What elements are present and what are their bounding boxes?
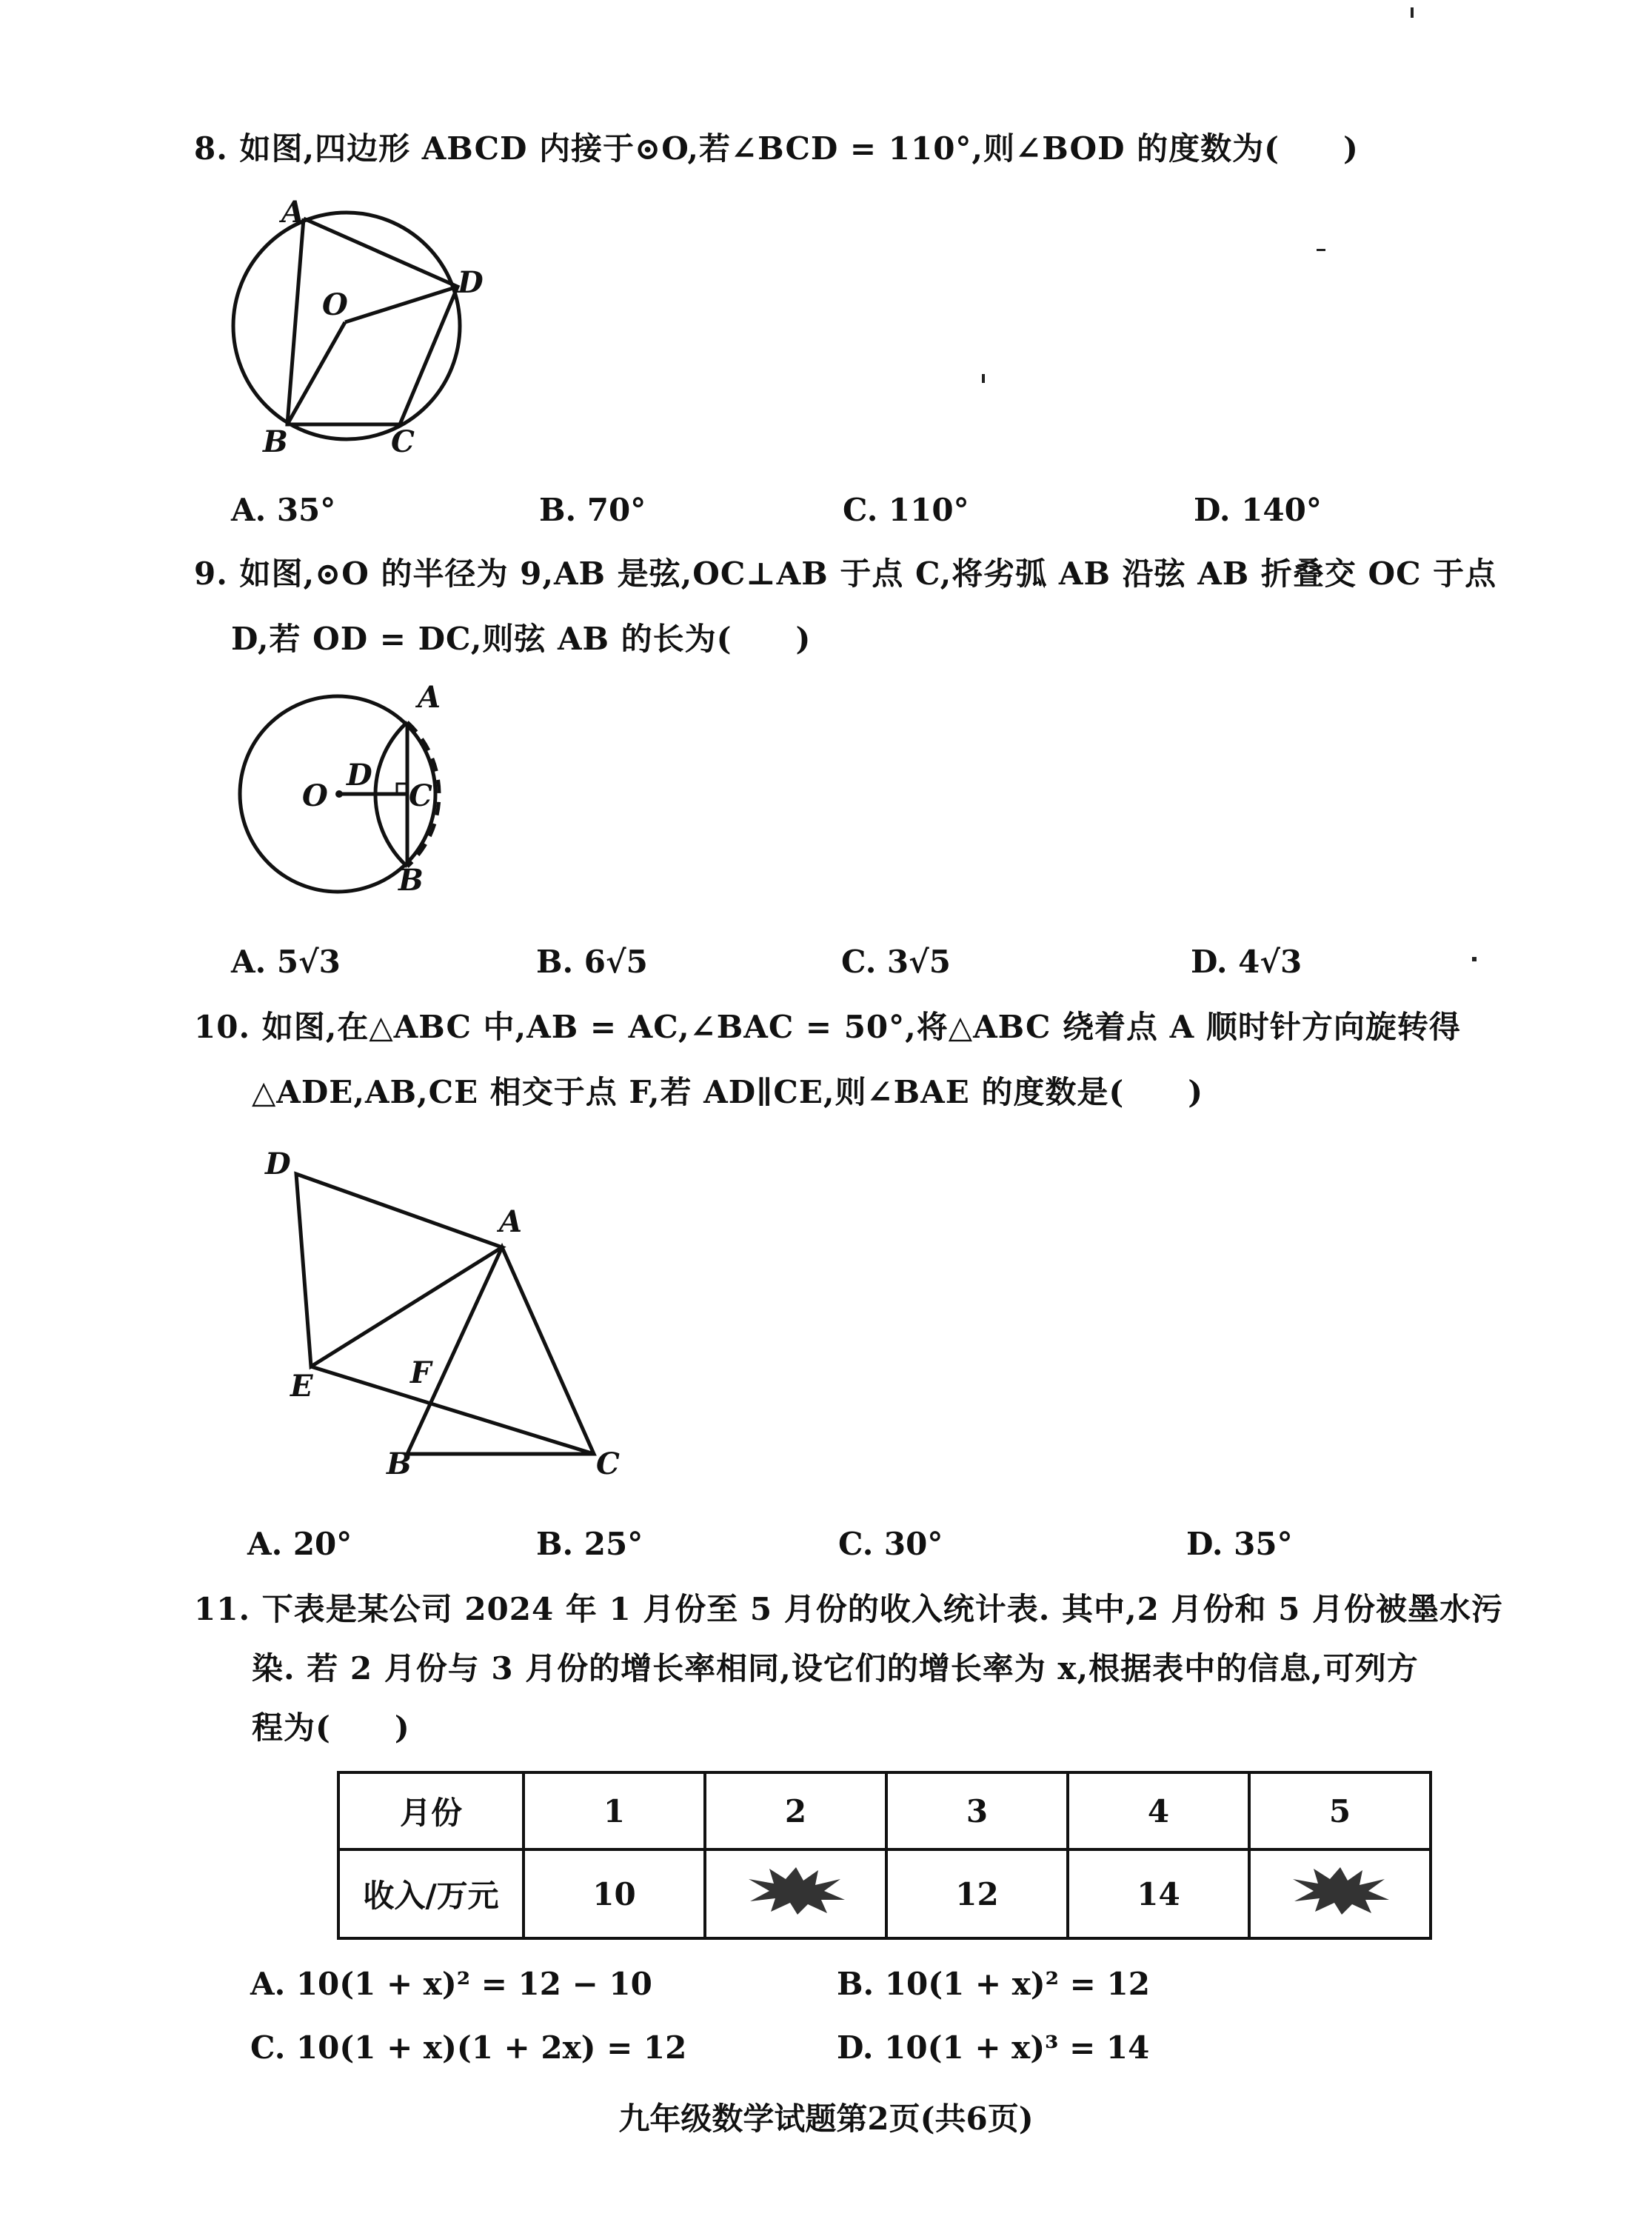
q9-label-c: C: [409, 778, 432, 813]
q11-option-b: B. 10(1 + x)² = 12: [837, 1966, 1150, 2002]
q11-option-d: D. 10(1 + x)³ = 14: [837, 2029, 1150, 2066]
q9-label-a: A: [418, 680, 441, 715]
q8-label-a: A: [281, 195, 305, 230]
q10-stem-line2: △ADE,AB,CE 相交于点 F,若 AD∥CE,则∠BAE 的度数是( ): [252, 1074, 1204, 1110]
table-cell: 3: [886, 1772, 1068, 1849]
income-table: [337, 1771, 1432, 1940]
q10-option-c: C. 30°: [838, 1526, 943, 1562]
q10-label-f: F: [410, 1355, 432, 1390]
q9-option-d: D. 4√3: [1191, 944, 1302, 980]
q8-stem: 8. 如图,四边形 ABCD 内接于⊙O,若∠BCD = 110°,则∠BOD 的度数为( ): [194, 130, 1359, 167]
q9-stem-line1: 9. 如图,⊙O 的半径为 9,AB 是弦,OC⊥AB 于点 C,将劣弧 AB 沿弦 AB 折叠交 OC 于点: [194, 556, 1497, 592]
q10-option-b: B. 25°: [536, 1526, 643, 1562]
q8-figure: [222, 189, 496, 467]
table-cell: 月份: [338, 1772, 524, 1849]
q10-triangles: [296, 1174, 594, 1454]
table-cell: 1: [524, 1772, 705, 1849]
q10-label-e: E: [290, 1369, 313, 1404]
q9-label-b: B: [398, 863, 424, 898]
table-cell: 2: [705, 1772, 886, 1849]
table-cell: 收入/万元: [338, 1849, 524, 1938]
ink-blot-cell: [1249, 1849, 1431, 1938]
table-cell: 10: [524, 1849, 705, 1938]
q10-stem-line1: 10. 如图,在△ABC 中,AB = AC,∠BAC = 50°,将△ABC 绕着点 A 顺时针方向旋转得: [194, 1009, 1461, 1045]
ink-splat-icon: [744, 1864, 848, 1916]
q10-label-c: C: [596, 1447, 620, 1481]
q10-label-b: B: [387, 1447, 412, 1481]
q11-option-a: A. 10(1 + x)² = 12 − 10: [250, 1966, 652, 2002]
q11-stem-line2: 染. 若 2 月份与 3 月份的增长率相同,设它们的增长率为 x,根据表中的信息,可列方: [252, 1650, 1419, 1686]
table-row: [338, 1849, 1431, 1938]
ink-splat-icon: [1288, 1864, 1392, 1916]
q8-option-d: D. 140°: [1194, 492, 1322, 528]
q9-option-b: B. 6√5: [536, 944, 648, 980]
scan-speck: [982, 374, 985, 383]
table-row: [338, 1772, 1431, 1849]
q9-figure: [230, 681, 459, 911]
q9-option-a: A. 5√3: [231, 944, 341, 980]
q9-option-c: C. 3√5: [841, 944, 951, 980]
q10-label-d: D: [265, 1147, 291, 1181]
q8-label-c: C: [391, 424, 415, 459]
scan-speck: [1411, 7, 1414, 18]
q10-label-a: A: [499, 1204, 523, 1239]
q9-center-dot: [335, 790, 343, 798]
q8-label-d: D: [458, 265, 484, 300]
q11-option-c: C. 10(1 + x)(1 + 2x) = 12: [250, 2029, 687, 2066]
q8-circle-quadrilateral: [233, 213, 460, 439]
q10-option-d: D. 35°: [1186, 1526, 1293, 1562]
q8-option-c: C. 110°: [843, 492, 969, 528]
q11-stem-line3: 程为( ): [252, 1709, 410, 1746]
page-footer: 九年级数学试题第2页(共6页): [618, 2101, 1034, 2137]
table-cell: 5: [1249, 1772, 1431, 1849]
table-cell: 4: [1068, 1772, 1249, 1849]
q8-option-a: A. 35°: [231, 492, 336, 528]
q9-stem-line2: D,若 OD = DC,则弦 AB 的长为( ): [231, 621, 812, 657]
q9-label-o: O: [302, 778, 328, 813]
q10-figure: [252, 1144, 637, 1485]
q8-option-b: B. 70°: [539, 492, 646, 528]
q8-label-b: B: [263, 424, 288, 459]
ink-blot-cell: [705, 1849, 886, 1938]
q8-label-o: O: [322, 287, 348, 322]
table-cell: 14: [1068, 1849, 1249, 1938]
scan-speck: [1472, 957, 1477, 961]
q11-stem-line1: 11. 下表是某公司 2024 年 1 月份至 5 月份的收入统计表. 其中,2 月份和 5 月份被墨水污: [194, 1591, 1503, 1627]
table-cell: 12: [886, 1849, 1068, 1938]
q9-label-d: D: [347, 758, 372, 793]
scan-speck: [1317, 249, 1325, 251]
q10-option-a: A. 20°: [247, 1526, 352, 1562]
